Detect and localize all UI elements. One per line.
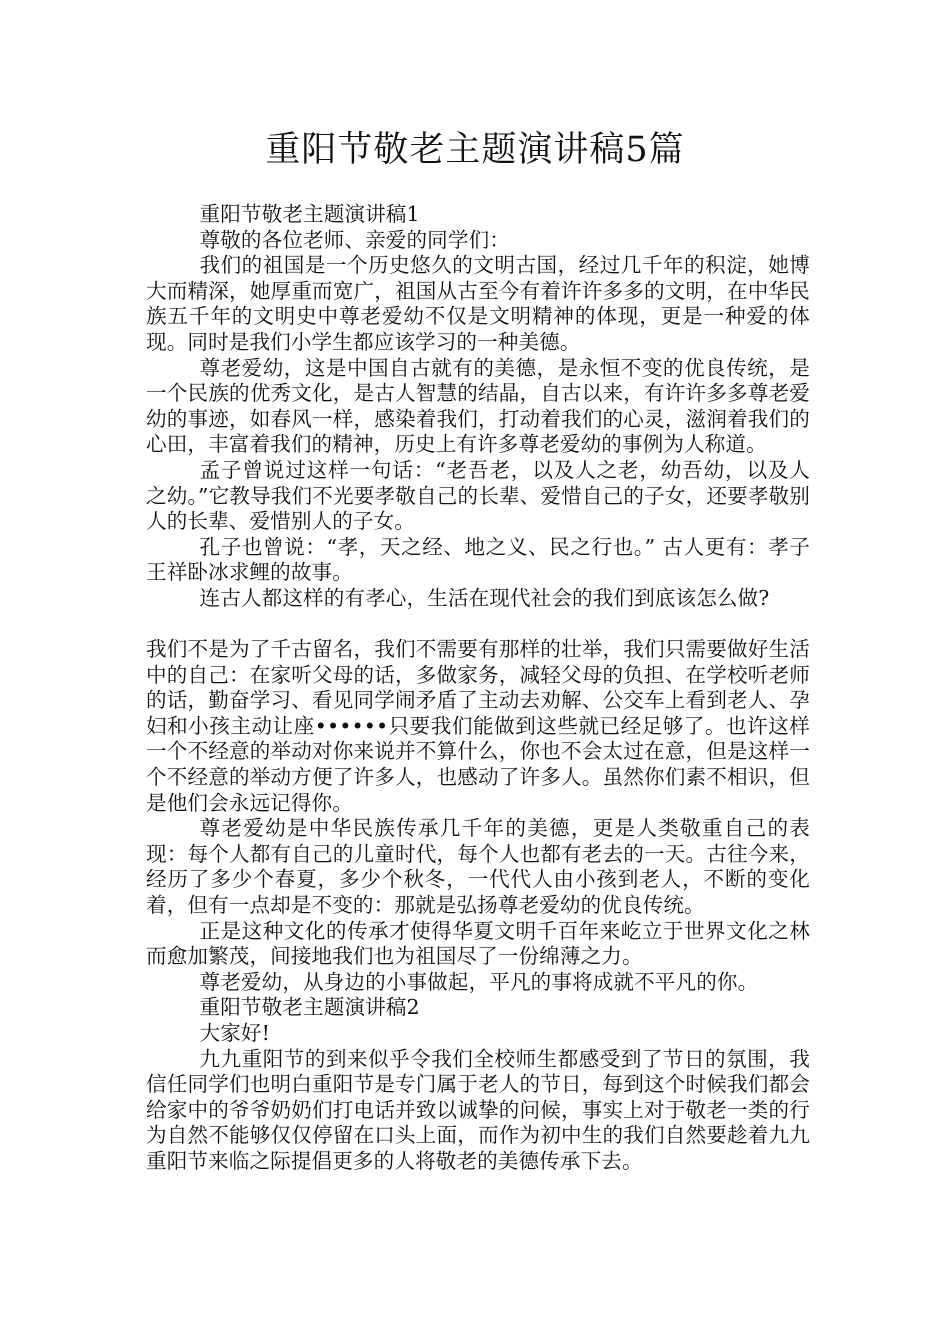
- blank-line: [146, 612, 810, 638]
- section-heading-1: 重阳节敬老主题演讲稿1: [199, 202, 420, 226]
- section-heading-2: 重阳节敬老主题演讲稿2: [199, 995, 420, 1020]
- paragraph: 正是这种文化的传承才使得华夏文明千百年来屹立于世界文化之林而愈加繁茂，间接地我们也为祖国尽了一份绵薄之力。: [146, 918, 810, 969]
- paragraph: 连古人都这样的有孝心，生活在现代社会的我们到底该怎么做?: [199, 585, 770, 610]
- paragraph: 我们不是为了千古留名，我们不需要有那样的壮举，我们只需要做好生活中的自己：在家听父母的话，多做家务，减轻父母的负担、在学校听老师的话，勤奋学习、看见同学闹矛盾了主动去劝解、公交车上看到老人、孕妇和小孩主动让座••••••只要我们能做到这些就已经足够了。也许这样一个不经意的举动对你来说并不算什么，你也不会太过在意，但是这样一个不经意的举动方便了许多人，也感动了许多人。虽然你们素不相识，但是他们会永远记得你。: [146, 637, 810, 815]
- paragraph: 我们的祖国是一个历史悠久的文明古国，经过几千年的积淀，她博大而精深，她厚重而宽广，祖国从古至今有着许许多多的文明，在中华民族五千年的文明史中尊老爱幼不仅是文明精神的体现，更是一种爱的体现。同时是我们小学生都应该学习的一种美德。: [146, 253, 810, 354]
- paragraph: 尊老爱幼，从身边的小事做起，平凡的事将成就不平凡的你。: [199, 969, 759, 994]
- paragraph: 孔子也曾说：“孝，天之经、地之义、民之行也。” 古人更有：孝子王祥卧冰求鲤的故事。: [146, 534, 810, 585]
- document-body: [146, 202, 810, 1175]
- document-title: 重阳节敬老主题演讲稿5篇: [265, 130, 685, 170]
- greeting: 大家好!: [199, 1021, 271, 1045]
- paragraph: 孟子曾说过这样一句话：“老吾老，以及人之老，幼吾幼，以及人之幼。”它教导我们不光要孝敬自己的长辈、爱惜自己的子女，还要孝敬别人的长辈、爱惜别人的子女。: [146, 457, 810, 534]
- paragraph: 尊老爱幼是中华民族传承几千年的美德，更是人类敬重自己的表现：每个人都有自己的儿童时代，每个人也都有老去的一天。古往今来，经历了多少个春夏，多少个秋冬，一代代人由小孩到老人，不断的变化着，但有一点却是不变的：那就是弘扬尊老爱幼的优良传统。: [146, 816, 810, 918]
- paragraph: 九九重阳节的到来似乎令我们全校师生都感受到了节日的氛围，我信任同学们也明白重阳节是专门属于老人的节日，每到这个时候我们都会给家中的爷爷奶奶们打电话并致以诚挚的问候，事实上对于敬老一类的行为自然不能够仅仅停留在口头上面，而作为初中生的我们自然要趁着九九重阳节来临之际提倡更多的人将敬老的美德传承下去。: [146, 1046, 810, 1173]
- paragraph: 尊老爱幼，这是中国自古就有的美德，是永恒不变的优良传统，是一个民族的优秀文化，是古人智慧的结晶，自古以来，有许许多多尊老爱幼的事迹，如春风一样，感染着我们，打动着我们的心灵，滋润着我们的心田，丰富着我们的精神，历史上有许多尊老爱幼的事例为人称道。: [146, 355, 810, 457]
- salutation: 尊敬的各位老师、亲爱的同学们：: [199, 227, 510, 252]
